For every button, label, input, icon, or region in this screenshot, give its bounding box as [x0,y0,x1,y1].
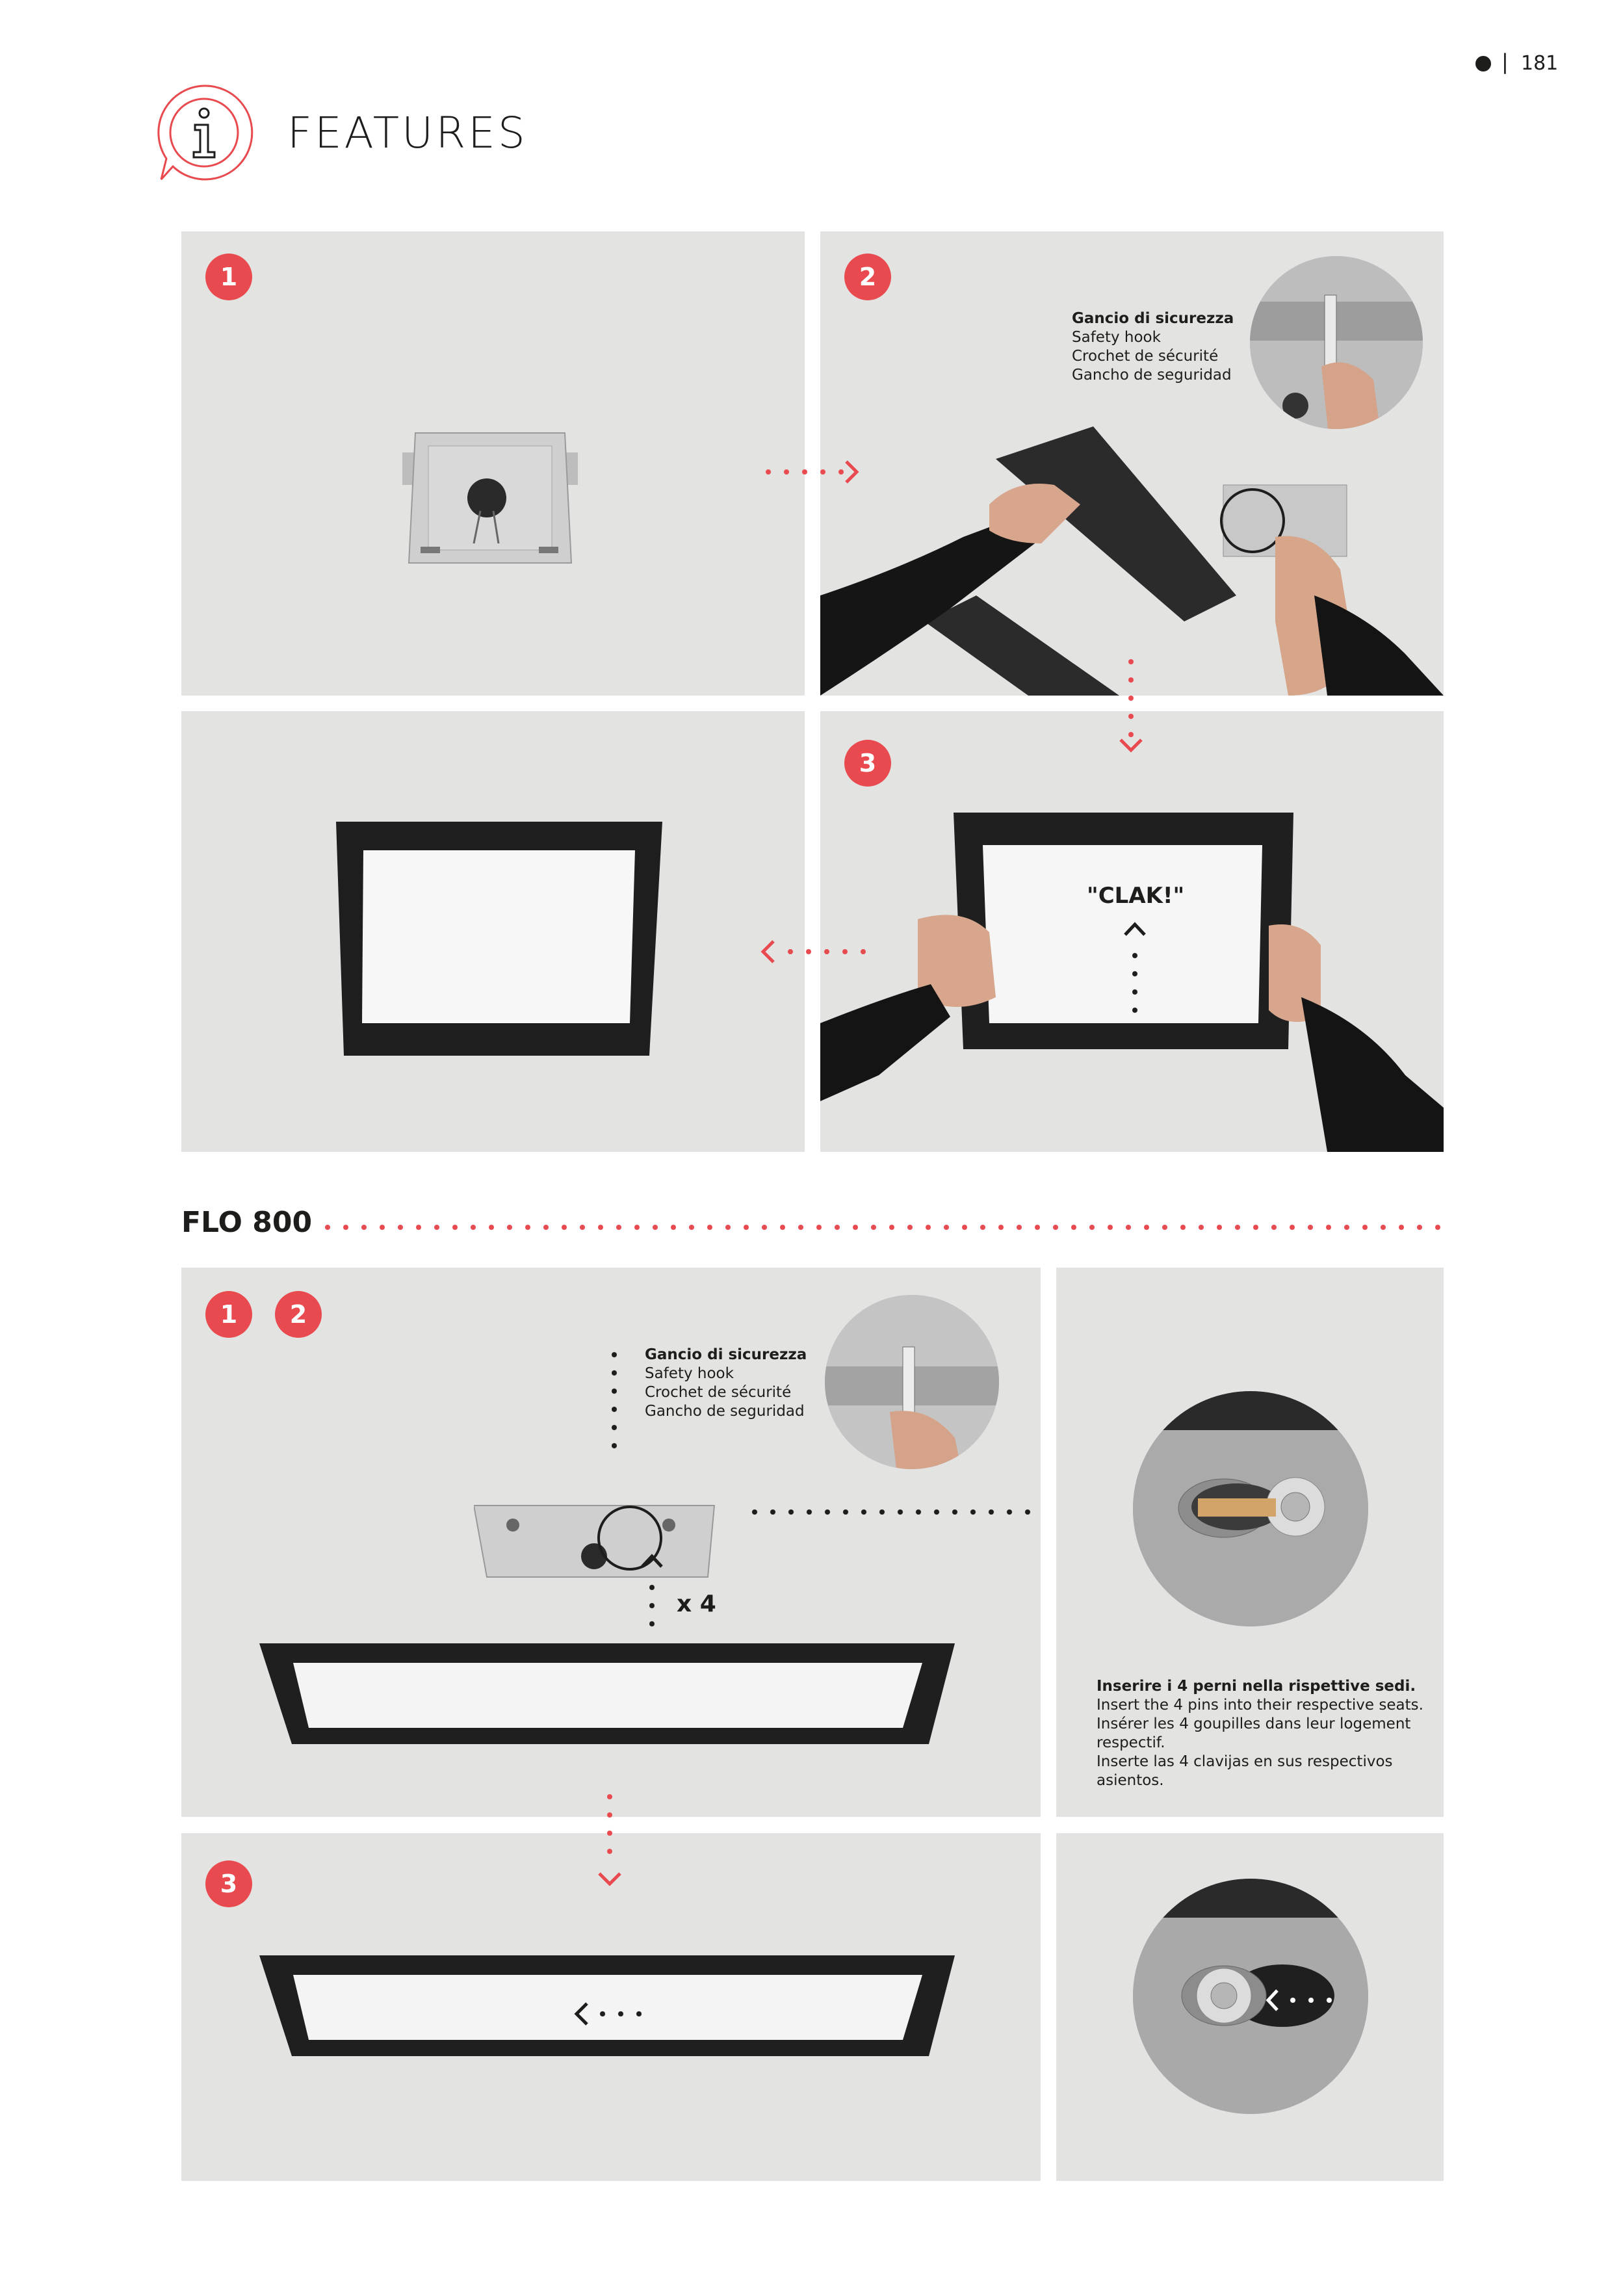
section-divider [318,1225,1443,1230]
arrow-1-to-2 [759,469,844,475]
step-badge-3: 3 [205,1860,252,1907]
step2-panel [820,231,1444,696]
pins-caption-fr: Insérer les 4 goupilles dans leur logement respectif. [1097,1715,1411,1751]
page-separator: | [1501,49,1509,74]
page-bullet-icon [1475,56,1491,72]
flo800-step12-panel [181,1268,1041,1817]
arrow-2-to-3 [607,1788,612,1866]
hook-caption-en: Safety hook [645,1365,734,1382]
safety-hook-caption [645,1346,820,1421]
arrow-3-to-result [781,949,866,954]
up-chevron-icon [640,1552,664,1572]
step-badge-3: 3 [844,740,891,787]
flo800-mounting-plate-illustration [474,1499,721,1584]
hook-caption-fr: Crochet de sécurité [1072,348,1219,365]
hook-caption-es: Gancho de seguridad [1072,367,1232,384]
hook-callout-line [612,1346,617,1459]
pins-caption-it: Inserire i 4 perni nella rispettive sedi. [1097,1678,1416,1695]
right-chevron-icon [844,459,859,488]
mounting-plate-illustration [396,426,584,576]
left-chevron-icon [760,939,776,967]
linear-luminaire-illustration [253,1949,961,2059]
down-chevron-icon [1118,737,1144,755]
hook-caption-it: Gancio di sicurezza [1072,310,1234,327]
up-dotted-arrow [1132,946,1137,1018]
page-title: FEATURES [287,108,528,158]
result-panel [181,711,805,1152]
down-chevron-icon [597,1871,623,1889]
flo800-pin-lock-panel [1056,1833,1444,2181]
pins-caption-es: Inserte las 4 clavijas en sus respectivos asientos. [1097,1753,1393,1789]
step-badge-2: 2 [275,1291,322,1338]
slide-dotted-arrow [1284,1998,1338,2003]
quantity-multiplier: x 4 [677,1591,716,1617]
safety-hook-caption [1072,309,1241,385]
step-badge-1: 1 [205,1291,252,1338]
square-luminaire-illustration [324,822,675,1069]
up-dotted-arrow [649,1578,655,1637]
hook-caption-fr: Crochet de sécurité [645,1384,792,1401]
left-chevron-icon [1266,1988,1280,2015]
hook-caption-it: Gancio di sicurezza [645,1346,807,1363]
slide-dotted-arrow [593,2011,652,2016]
pin-callout-line [746,1509,1041,1515]
safety-hook-zoom-photo [1250,256,1423,429]
arrow-2-to-3 [1128,653,1134,737]
pins-caption [1097,1677,1435,1790]
pins-caption-en: Insert the 4 pins into their respective seats. [1097,1697,1423,1714]
info-speech-bubble-icon [153,82,255,183]
pin-lock-zoom-photo [1133,1879,1368,2114]
step3-panel [820,711,1444,1152]
up-chevron-icon [1123,920,1147,940]
clak-label: "CLAK!" [1087,883,1185,909]
hook-caption-en: Safety hook [1072,329,1161,346]
safety-hook-zoom-photo [825,1295,999,1469]
pin-insert-zoom-photo [1133,1391,1368,1626]
step-badge-2: 2 [844,254,891,300]
page-number: 181 [1521,52,1559,75]
left-chevron-icon [574,2001,590,2029]
step1-panel [181,231,805,696]
flo800-pin-detail-panel [1056,1268,1444,1817]
section-title-flo800: FLO 800 [181,1206,313,1239]
linear-luminaire-illustration [253,1637,961,1747]
step-badge-1: 1 [205,254,252,300]
hook-caption-es: Gancho de seguridad [645,1403,805,1420]
